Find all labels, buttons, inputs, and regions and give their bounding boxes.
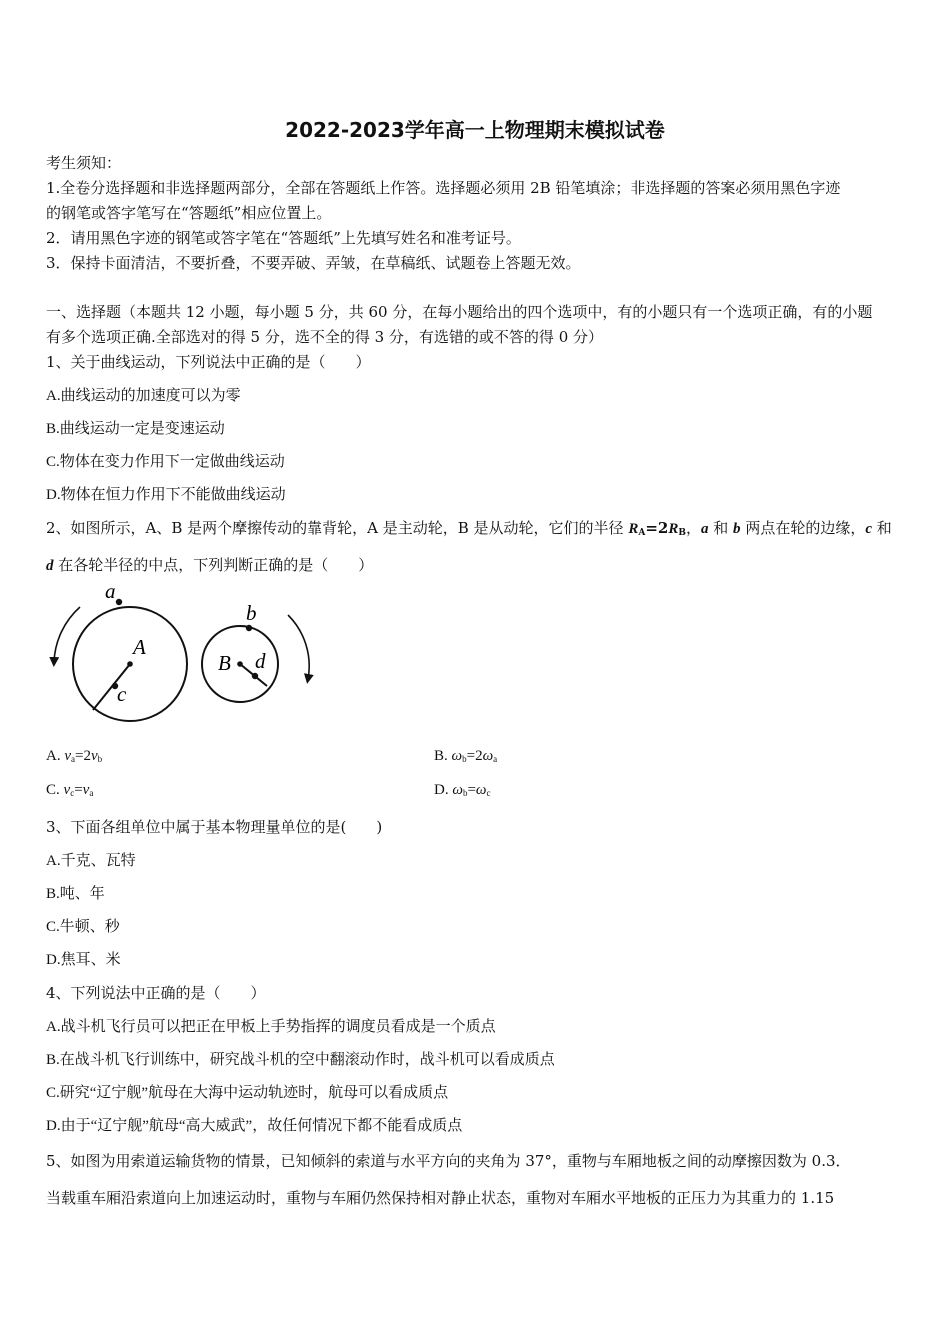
section-instructions-line-1: 一、选择题（本题共 12 小题，每小题 5 分，共 60 分，在每小题给出的四个选项中，有的小题只有一个选项正确，有的小题 [46, 303, 873, 321]
q2-option-b [434, 748, 497, 765]
rotation-arrow-b [288, 615, 309, 679]
point-d-dot [252, 673, 258, 679]
q2-option-a-v2: v [90, 748, 98, 764]
q2-stem-d: 在各轮半径的中点，下列判断正确的是（ ） [53, 556, 374, 574]
q4-option-d: D.由于“辽宁舰”航母“高大威武”，故任何情况下都不能看成质点 [46, 1118, 463, 1134]
point-b-dot [246, 625, 252, 631]
q2-option-c-s1: c [70, 788, 75, 798]
q1-stem: 1、关于曲线运动，下列说法中正确的是（ ） [46, 353, 371, 371]
q2-option-c-v2: v [82, 782, 90, 798]
q2-option-d-v2: ω [475, 782, 487, 798]
label-wheel-b: B [218, 651, 231, 675]
q1-option-c: C.物体在变力作用下一定做曲线运动 [46, 454, 285, 470]
q2-stem-c: 两点在轮的边缘， [740, 519, 866, 537]
q2-option-b-mid: =2 [466, 748, 483, 764]
q2-point-c: c [865, 521, 872, 537]
q5-stem-line-1: 5、如图为用索道运输货物的情景，已知倾斜的索道与水平方向的夹角为 37°，重物与车厢地板之间的动摩擦因数为 0.3． [46, 1152, 851, 1170]
q1-option-d: D.物体在恒力作用下不能做曲线运动 [46, 487, 286, 503]
q2-option-d-s1: b [462, 788, 468, 798]
q2-option-a-s1: a [71, 754, 76, 764]
q4-option-a: A.战斗机飞行员可以把正在甲板上手势指挥的调度员看成是一个质点 [46, 1019, 496, 1035]
q3-option-a: A.千克、瓦特 [46, 853, 136, 869]
label-c: c [117, 682, 127, 706]
q4-option-b: B.在战斗机飞行训练中，研究战斗机的空中翻滚动作时，战斗机可以看成质点 [46, 1052, 555, 1068]
q2-sub-b: B [678, 528, 686, 538]
q2-option-a [46, 748, 102, 765]
q3-option-b: B.吨、年 [46, 886, 105, 902]
center-a-dot [127, 661, 133, 667]
q2-r-symbol: R [628, 521, 639, 537]
q3-option-d: D.焦耳、米 [46, 952, 121, 968]
q2-option-a-prefix: A. [46, 748, 65, 764]
notice-heading: 考生须知： [46, 154, 122, 172]
q5-stem-line-2: 当载重车厢沿索道向上加速运动时，重物与车厢仍然保持相对静止状态，重物对车厢水平地板的正压力为其重力的 1.15 [46, 1189, 835, 1207]
label-a: a [105, 580, 116, 603]
q1-option-a: A.曲线运动的加速度可以为零 [46, 388, 241, 404]
q2-option-a-v1: v [64, 748, 72, 764]
q2-stem-a: 2、如图所示，A、B 是两个摩擦传动的靠背轮，A 是主动轮，B 是从动轮，它们的半径 [46, 519, 629, 537]
q2-option-c-v1: v [63, 782, 71, 798]
q2-option-c [46, 782, 93, 799]
label-b: b [246, 601, 257, 625]
q2-and-1: 和 [708, 519, 734, 537]
notice-item-1: 1.全卷分选择题和非选择题两部分，全部在答题纸上作答。选择题必须用 2B 铅笔填涂；非选择题的答案必须用黑色字迹 [46, 179, 841, 197]
q3-option-c: C.牛顿、秒 [46, 919, 120, 935]
q2-option-d-prefix: D. [434, 782, 453, 798]
q2-eq: =2 [645, 519, 669, 537]
label-wheel-a: A [133, 635, 146, 659]
q2-wheels-figure [40, 580, 330, 740]
q2-point-d: d [46, 558, 54, 574]
page-title: 2022-2023学年高一上物理期末模拟试卷 [285, 118, 665, 142]
q4-stem: 4、下列说法中正确的是（ ） [46, 984, 266, 1002]
q2-option-b-v1: ω [451, 748, 463, 764]
q2-option-c-s2: a [89, 788, 94, 798]
q2-option-b-s1: b [462, 754, 467, 764]
q2-stem-line-2 [46, 554, 373, 575]
q2-option-d-s2: c [486, 788, 491, 798]
q2-r-symbol-2: R [668, 521, 679, 537]
q3-stem: 3、下面各组单位中属于基本物理量单位的是( ) [46, 818, 383, 836]
notice-item-3: 3．保持卡面清洁，不要折叠，不要弄破、弄皱，在草稿纸、试题卷上答题无效。 [46, 254, 581, 272]
q2-option-d [434, 782, 491, 799]
q2-option-b-s2: a [493, 754, 498, 764]
point-a-dot [116, 599, 122, 605]
q2-comma: ， [685, 519, 701, 537]
q2-option-c-prefix: C. [46, 782, 64, 798]
q2-option-d-mid: = [467, 782, 476, 798]
rotation-arrow-a [54, 607, 80, 662]
q2-point-b: b [733, 521, 741, 537]
q2-option-d-v1: ω [452, 782, 463, 798]
q2-option-b-prefix: B. [434, 748, 452, 764]
q1-option-b: B.曲线运动一定是变速运动 [46, 421, 225, 437]
label-d: d [255, 649, 266, 673]
q2-option-b-v2: ω [482, 748, 494, 764]
center-b-dot [237, 661, 243, 667]
q2-and-2: 和 [872, 519, 892, 537]
q2-point-a: a [701, 521, 709, 537]
q2-option-c-mid: = [74, 782, 83, 798]
q2-option-a-mid: =2 [75, 748, 91, 764]
q2-option-a-s2: b [97, 754, 103, 764]
notice-item-2: 2．请用黑色字迹的钢笔或答字笔在“答题纸”上先填写姓名和准考证号。 [46, 229, 521, 247]
notice-item-1-cont: 的钢笔或答字笔写在“答题纸”相应位置上。 [46, 204, 332, 222]
section-instructions-line-2: 有多个选项正确.全部选对的得 5 分，选不全的得 3 分，有选错的或不答的得 0 分） [46, 328, 604, 346]
q4-option-c: C.研究“辽宁舰”航母在大海中运动轨迹时，航母可以看成质点 [46, 1085, 449, 1101]
q2-sub-a: A [638, 528, 646, 538]
q2-stem-line-1 [46, 517, 892, 538]
